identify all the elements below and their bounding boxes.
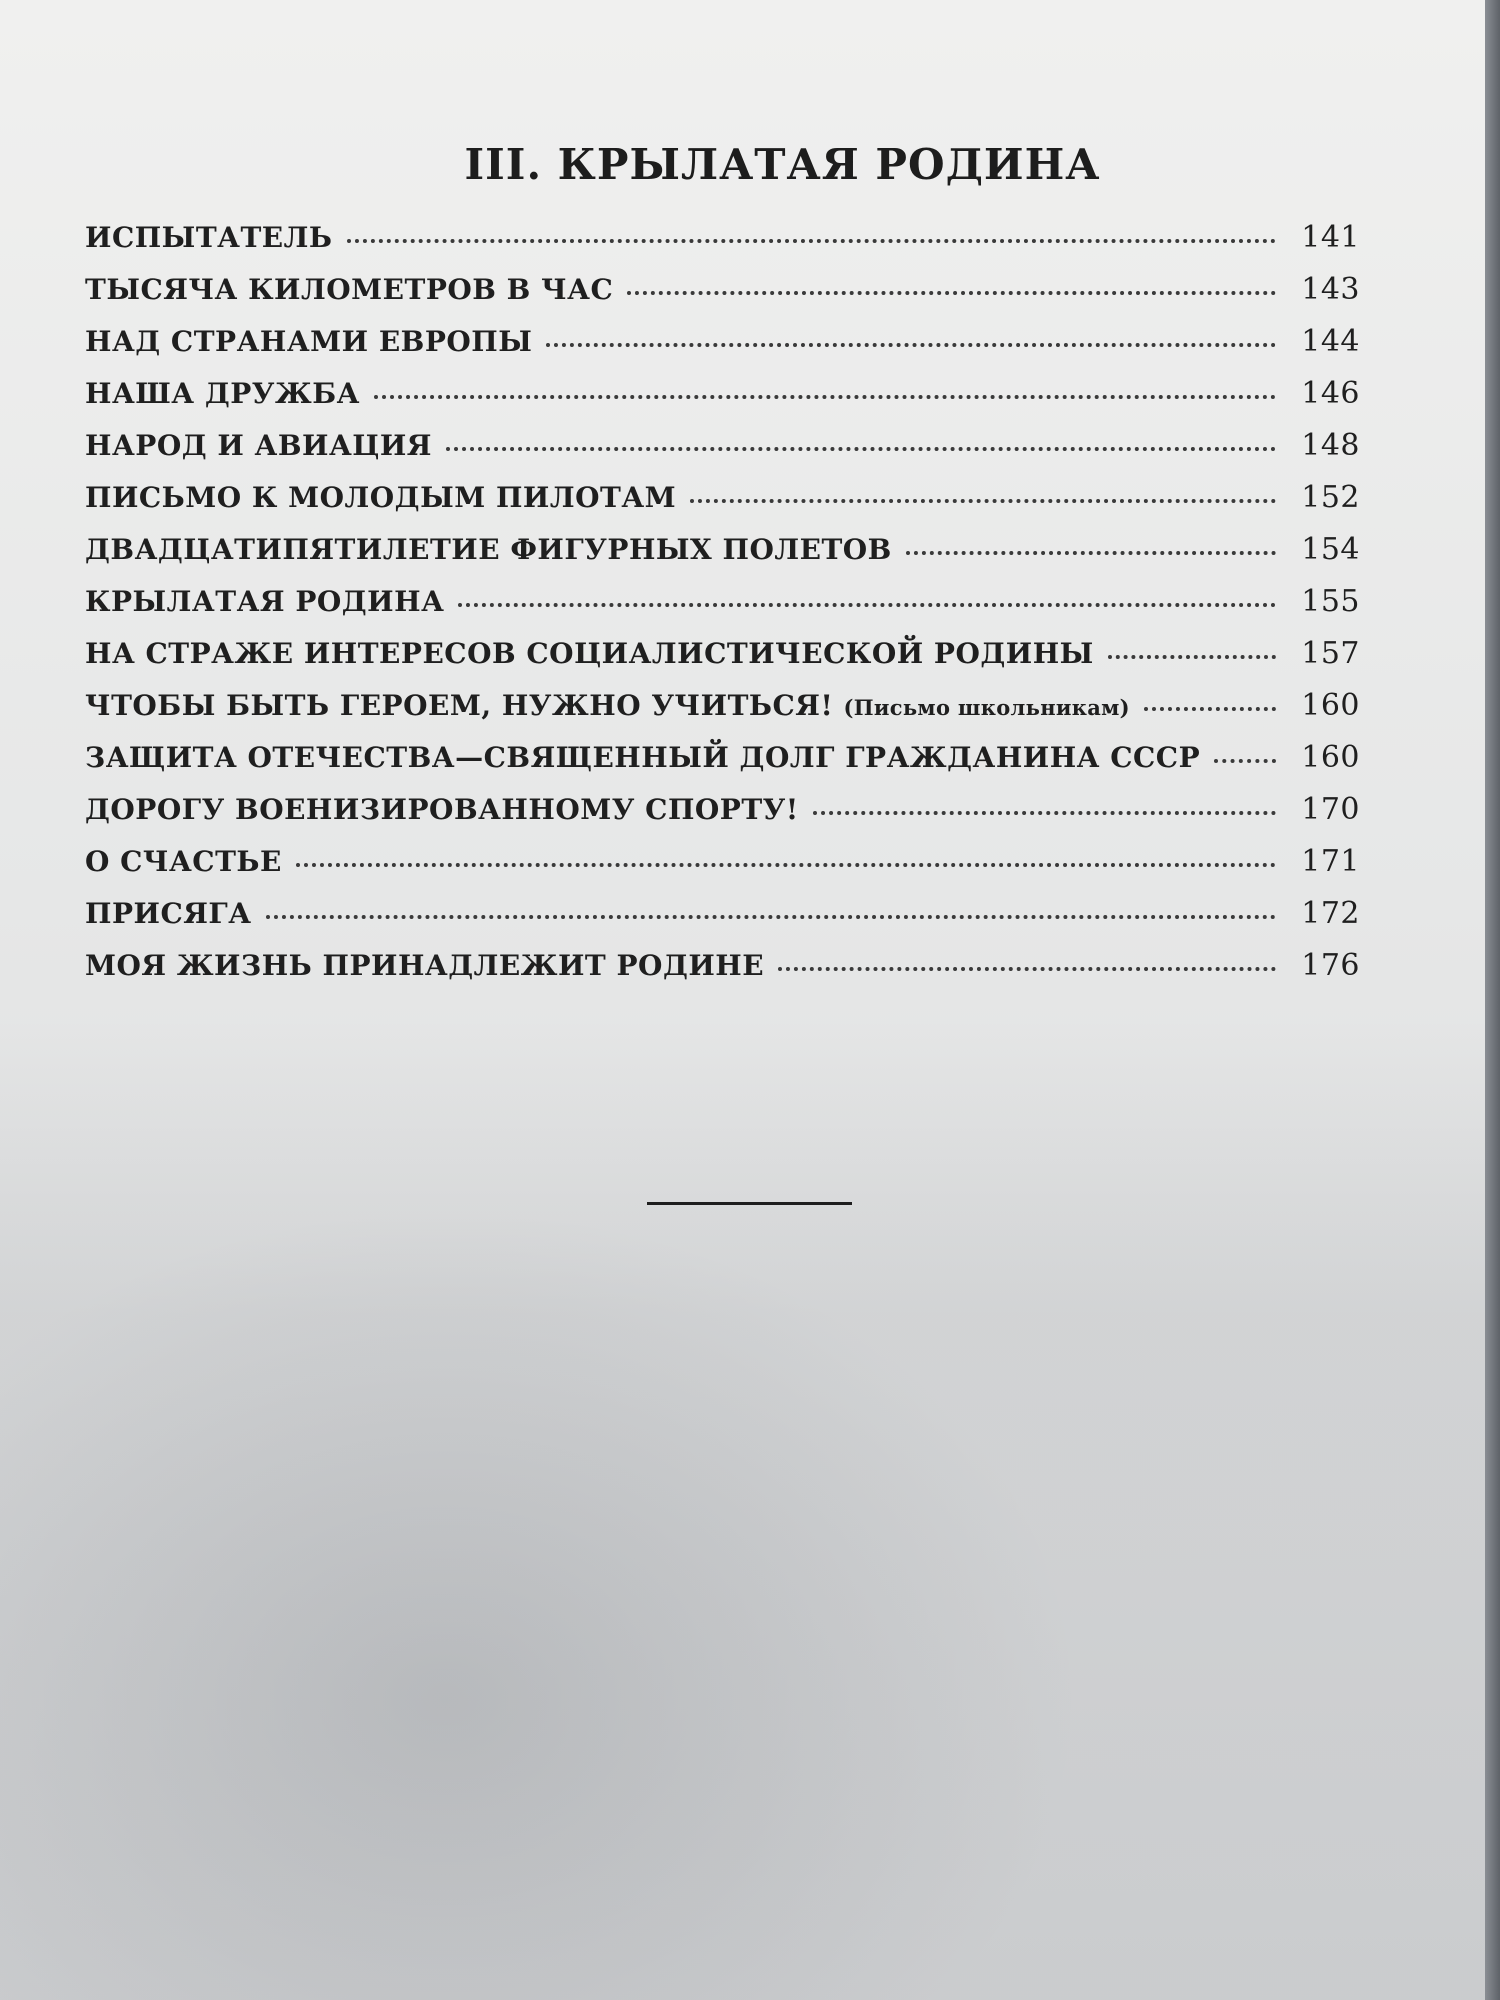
- toc-entry-page: 144: [1301, 324, 1360, 359]
- toc-entry-page: 148: [1301, 428, 1360, 463]
- toc-entry-page: 160: [1301, 688, 1360, 723]
- toc-entry-title: НАША ДРУЖБА: [85, 377, 360, 410]
- dot-leader: [627, 291, 1276, 295]
- toc-entry: [85, 688, 1360, 740]
- toc-entry: [85, 480, 1360, 532]
- section-title: III. КРЫЛАТАЯ РОДИНА: [464, 140, 1101, 189]
- dot-leader: [347, 239, 1276, 243]
- dot-leader: [1108, 655, 1276, 659]
- toc-entry-title: О СЧАСТЬЕ: [85, 845, 282, 878]
- section-end-rule: [647, 1202, 852, 1205]
- dot-leader: [690, 499, 1276, 503]
- dot-leader: [813, 811, 1276, 815]
- dot-leader: [1144, 707, 1276, 711]
- toc-entry-page: 176: [1301, 948, 1360, 983]
- dot-leader: [458, 603, 1276, 607]
- toc-entry: [85, 532, 1360, 584]
- dot-leader: [374, 395, 1276, 399]
- dot-leader: [296, 863, 1276, 867]
- toc-entry-page: 171: [1301, 844, 1360, 879]
- dot-leader: [446, 447, 1276, 451]
- toc-entry-page: 160: [1301, 740, 1360, 775]
- toc-entry-title: ПРИСЯГА: [85, 897, 252, 930]
- toc-entry-title: ПИСЬМО К МОЛОДЫМ ПИЛОТАМ: [85, 481, 677, 514]
- dot-leader: [1214, 759, 1276, 763]
- toc-entry-title: ДВАДЦАТИПЯТИЛЕТИЕ ФИГУРНЫХ ПОЛЕТОВ: [85, 533, 892, 566]
- toc-entry-page: 172: [1301, 896, 1360, 931]
- toc-entry-title: [85, 689, 1130, 722]
- dot-leader: [778, 967, 1276, 971]
- page-edge: [1485, 0, 1500, 2000]
- dot-leader: [266, 915, 1276, 919]
- toc-entry-title: МОЯ ЖИЗНЬ ПРИНАДЛЕЖИТ РОДИНЕ: [85, 949, 765, 982]
- toc-entry-title: ИСПЫТАТЕЛЬ: [85, 221, 333, 254]
- dot-leader: [906, 551, 1276, 555]
- toc-entry-title: НАРОД И АВИАЦИЯ: [85, 429, 432, 462]
- toc-entry-title: ТЫСЯЧА КИЛОМЕТРОВ В ЧАС: [85, 273, 614, 306]
- toc-entry-page: 157: [1301, 636, 1360, 671]
- toc-entry-title: НА СТРАЖЕ ИНТЕРЕСОВ СОЦИАЛИСТИЧЕСКОЙ РОДИНЫ: [85, 637, 1094, 670]
- toc-entry-page: 154: [1301, 532, 1360, 567]
- toc-entry: [85, 272, 1360, 324]
- toc-entry: [85, 948, 1360, 1000]
- dot-leader: [546, 343, 1276, 347]
- toc-entry: [85, 220, 1360, 272]
- toc-entry: [85, 740, 1360, 792]
- toc-entry: [85, 324, 1360, 376]
- toc-entry-page: 143: [1301, 272, 1360, 307]
- table-of-contents: [85, 220, 1360, 1000]
- toc-entry: [85, 844, 1360, 896]
- toc-entry-page: 146: [1301, 376, 1360, 411]
- toc-entry-page: 155: [1301, 584, 1360, 619]
- toc-entry-page: 141: [1301, 220, 1360, 255]
- toc-entry-title: ЗАЩИТА ОТЕЧЕСТВА—СВЯЩЕННЫЙ ДОЛГ ГРАЖДАНИНА СССР: [85, 741, 1201, 774]
- toc-entry-page: 170: [1301, 792, 1360, 827]
- toc-entry-page: 152: [1301, 480, 1360, 515]
- toc-entry-title: ДОРОГУ ВОЕНИЗИРОВАННОМУ СПОРТУ!: [85, 793, 799, 826]
- toc-entry: [85, 428, 1360, 480]
- toc-entry: [85, 584, 1360, 636]
- toc-entry-title-text: ЧТОБЫ БЫТЬ ГЕРОЕМ, НУЖНО УЧИТЬСЯ!: [85, 689, 834, 722]
- toc-entry: [85, 376, 1360, 428]
- toc-entry: [85, 896, 1360, 948]
- toc-entry-title: КРЫЛАТАЯ РОДИНА: [85, 585, 445, 618]
- page-shadow: [0, 1020, 1485, 2000]
- toc-entry: [85, 792, 1360, 844]
- toc-entry-title: НАД СТРАНАМИ ЕВРОПЫ: [85, 325, 533, 358]
- toc-entry-note: (Письмо школьникам): [843, 695, 1130, 720]
- toc-entry: [85, 636, 1360, 688]
